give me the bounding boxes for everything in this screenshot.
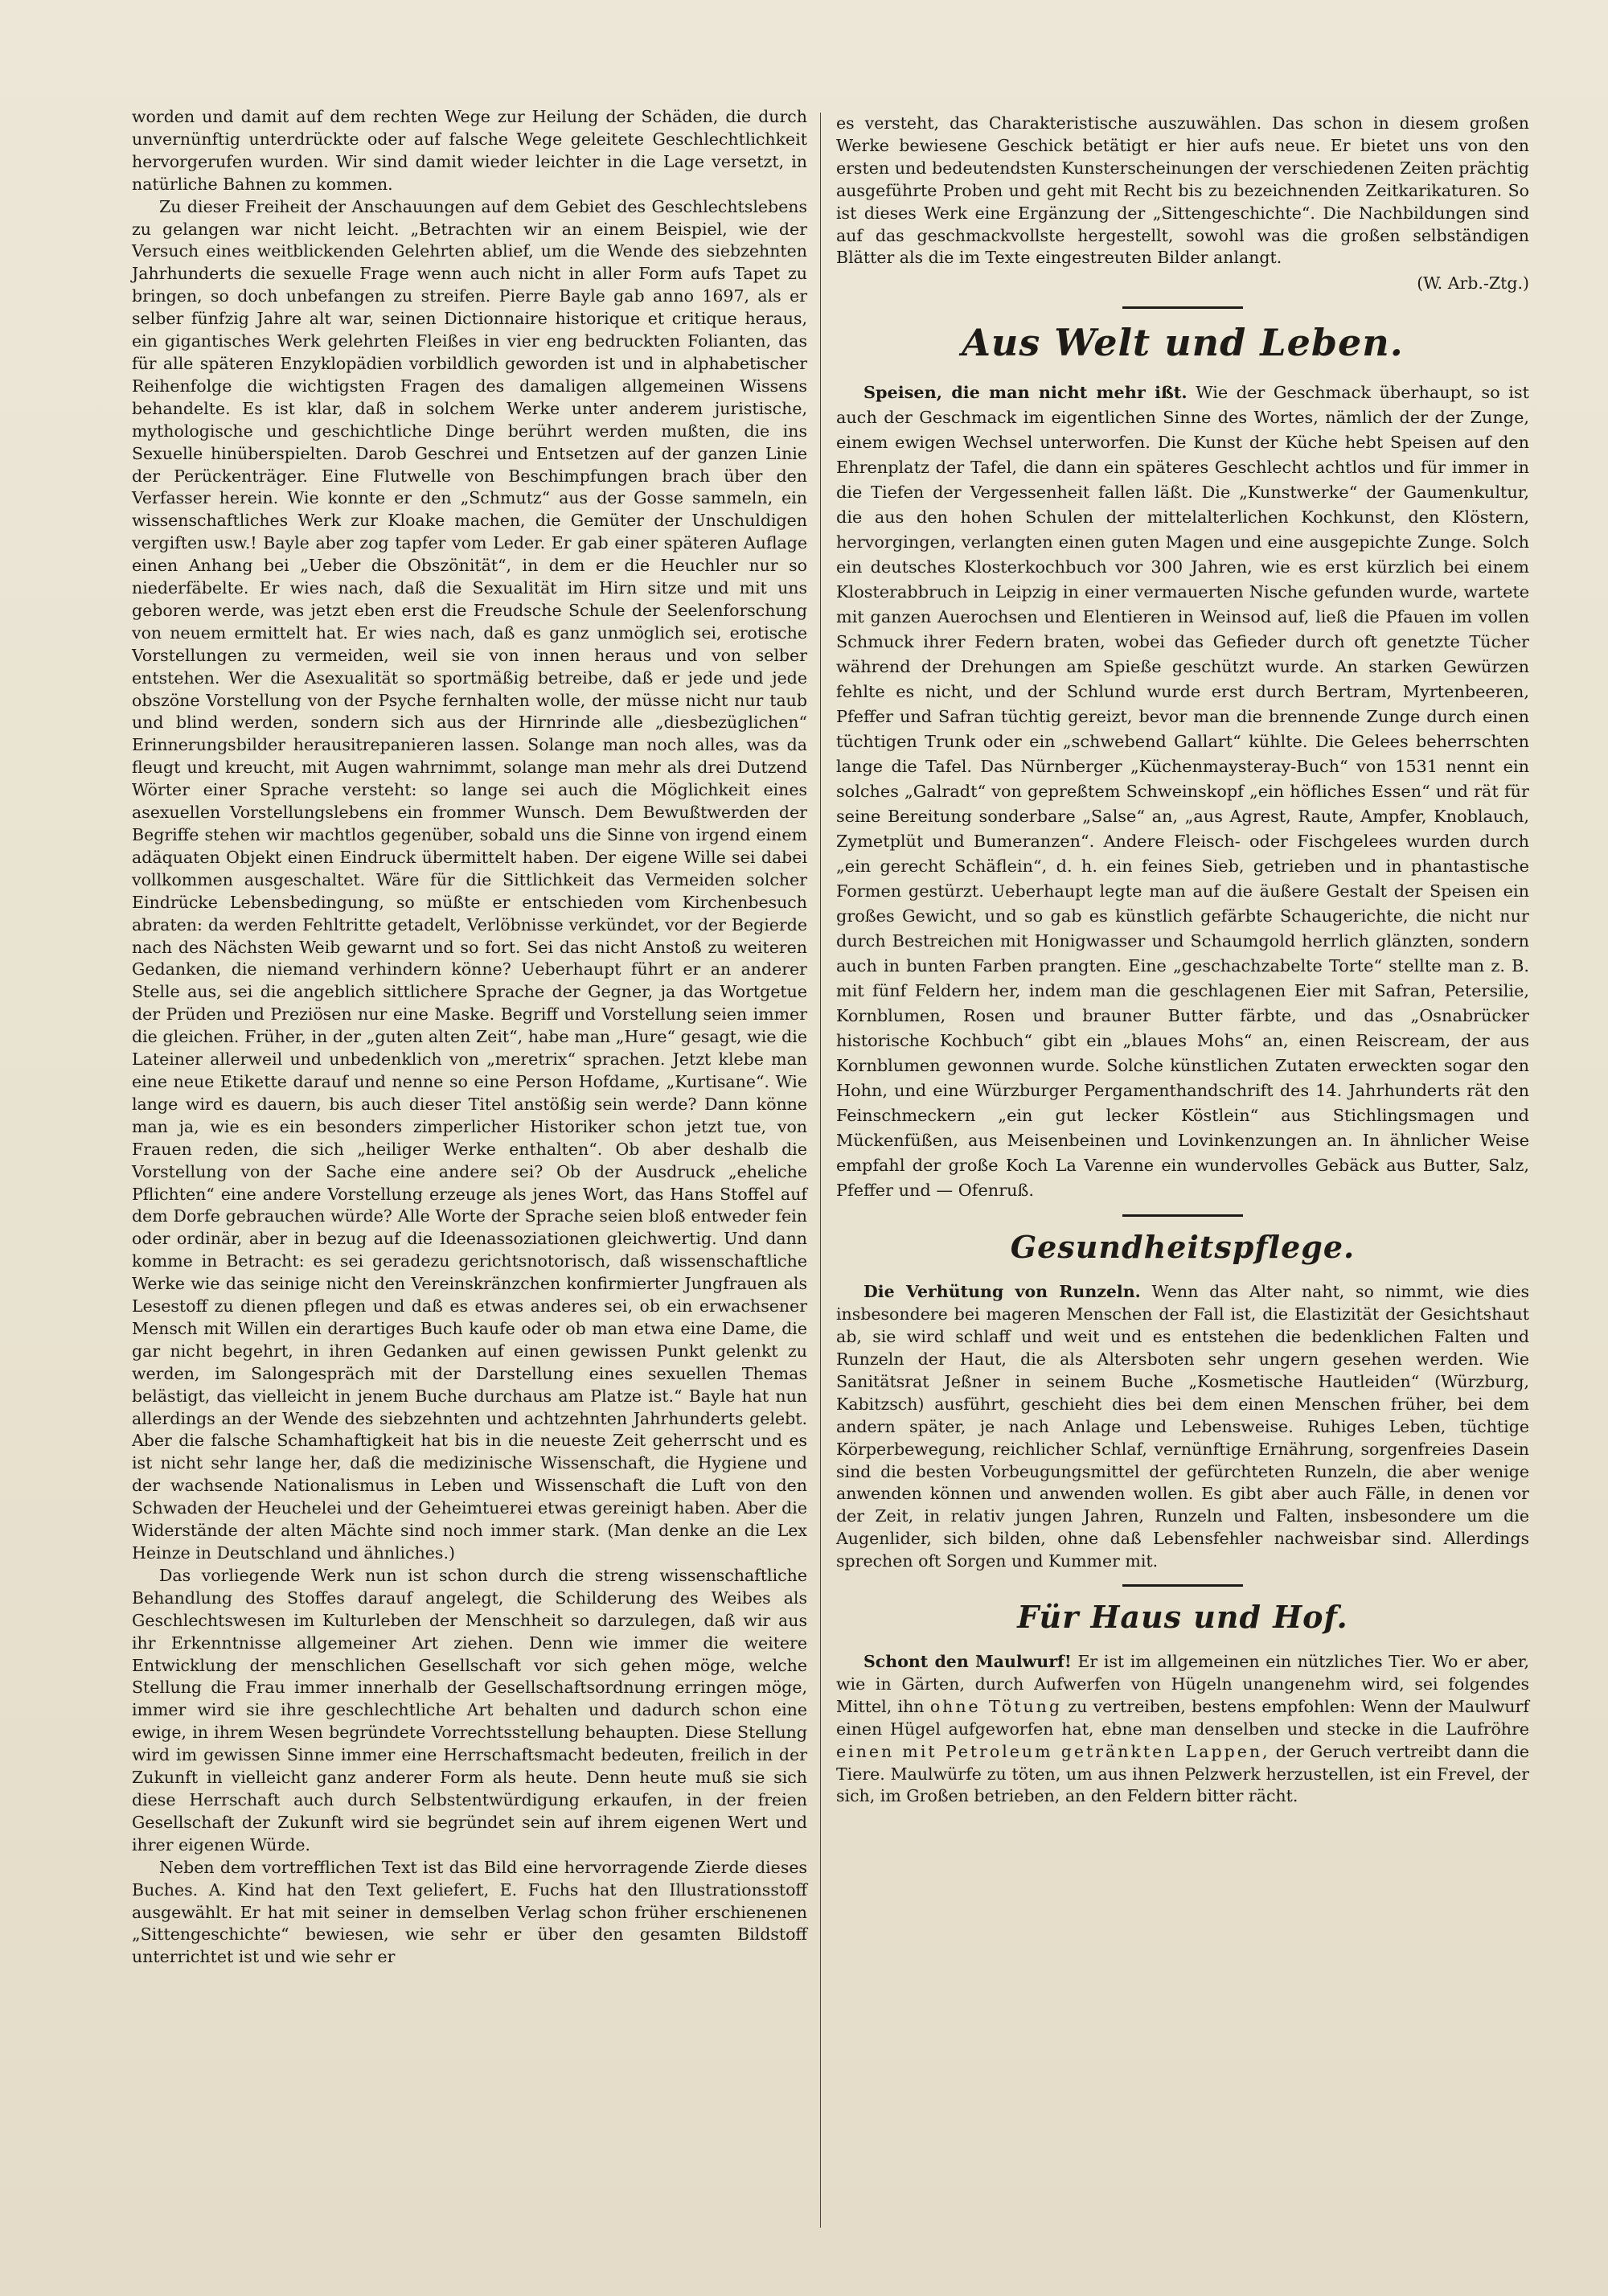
left-column [132,106,807,1969]
article-text: zu vertreiben, bestens empfohlen: Wenn der Maulwurf einen Hügel aufgeworfen hat, ebne man denselben und stecke in die Laufröhre [836,1696,1529,1739]
right-column [836,113,1529,1808]
section-heading-gesundheitspflege: Gesundheitspflege. [1010,1229,1356,1266]
article-text: Er ist im allgemeinen ein nützliches Tier. Wo er aber, wie in Gärten, durch Aufwerfen von Hügeln unangenehm wird, sei folgendes Mittel, ihn [836,1652,1529,1716]
emphasized-text: ohne Tötung [929,1696,1062,1716]
emphasized-text: einen mit Petroleum getränkten Lappen, [836,1741,1270,1761]
article-text: der Geruch vertreibt dann die Tiere. Maulwürfe zu töten, um aus ihnen Pelzwerk herzustellen, ist ein Frevel, der sich, im Großen betrieben, an den Feldern bitter rächt. [836,1741,1529,1806]
source-credit: (W. Arb.-Ztg.) [1417,273,1529,294]
article-text: Wenn das Alter naht, so nimmt, wie dies insbesondere bei mageren Menschen der Fall ist, die Elastizität der Gesichtshaut ab, sie wird schlaff und weit und es entstehen die bedenklichen Falten und Runzeln der Haut, die als Altersboten sehr ungern gesehen werden. Wie Sanitätsrat Jeßner in seinem Buche „Kosmetische Hautleiden“ (Würzburg, Kabitzsch) ausführt, geschieht dies bei dem einen Menschen früher, bei dem andern später, je nach Anlage und Lebensweise. Ruhiges Leben, tüchtige Körperbewegung, reichlicher Schlaf, vernünftige Ernährung, sorgenfreies Dasein sind die besten Vorbeugungsmittel der gefürchteten Runzeln, die aber wenige anwenden können und anwenden wollen. Es gibt aber auch Fälle, in denen vor der Zeit, in relativ jungen Jahren, Runzeln und Falten, insbesondere um die Augenlider, sich bilden, ohne daß Lebensfehler nachweisbar sind. Allerdings sprechen oft Sorgen und Kummer mit. [836,1282,1529,1571]
paragraph: Zu dieser Freiheit der Anschauungen auf dem Gebiet des Geschlechtslebens zu gelangen war nicht leicht. „Betrachten wir an einem Beispiel, wie der Versuch eines weitblickenden Gelehrten ablief, um die Wende des siebzehnten Jahrhunderts die sexuelle Frage wenn auch nicht in aller Form aufs Tapet zu bringen, so doch unbefangen zu streifen. Pierre Bayle gab anno 1697, als er selber fünfzig Jahre alt war, seinen Dictionnaire historique et critique heraus, ein gigantisches Werk gelehrten Fleißes in vier eng bedruckten Folianten, das für alle späteren Enzyklopädien vorbildlich geworden ist und in alphabetischer Reihenfolge die wichtigsten Fragen des damaligen allgemeinen Wissens behandelte. Es ist klar, daß in solchem Werke unter anderem juristische, mythologische und geschichtliche Dinge berührt werden mußten, die ins Sexuelle hinüberspielten. Darob Geschrei und Entsetzen auf der ganzen Linie der Perückenträger. Eine Flutwelle von Beschimpfungen brach über den Verfasser herein. Wie konnte er den „Schmutz“ aus der Gosse sammeln, ein wissenschaftliches Werk zur Kloake machen, die Gemüter der Unschuldigen vergiften usw.! Bayle aber zog tapfer vom Leder. Er gab einer späteren Auflage einen Anhang bei „Ueber die Obszönität“, in dem er die Heuchler nur so niederfäbelte. Er wies nach, daß die Sexualität im Hirn sitze und mit uns geboren werde, was jetzt eben erst die Freudsche Schule der Seelenforschung von neuem ermittelt hat. Er wies nach, daß es ganz unmöglich sei, erotische Vorstellungen zu vermeiden, weil sie von innen heraus und von selber entstehen. Wer die Asexualität so sportmäßig betreibe, daß er jede und jede obszöne Vorstellung von der Psyche fernhalten wolle, der müsse nicht nur taub und blind werden, sondern sich aus der Hirnrinde alle „diesbezüglichen“ Erinnerungsbilder herausitrepanieren lassen. Solange man noch alles, was da fleugt und kreucht, mit Augen wahrnimmt, solange man mehr als drei Dutzend Wörter einer Sprache versteht: so lange sei auch die Möglichkeit eines asexuellen Vorstellungslebens ein frommer Wunsch. Dem Bewußtwerden der Begriffe stehen wir machtlos gegenüber, sobald uns die Sinne von irgend einem adäquaten Objekt einen Eindruck übermittelt haben. Der eigene Wille sei dabei vollkommen ausgeschaltet. Wäre für die Sittlichkeit das Vermeiden solcher Eindrücke Lebensbedingung, so müßte er entschieden vom Kirchenbesuch abraten: da werden Fehltritte getadelt, Verlöbnisse verkündet, vor der Begierde nach des Nächsten Weib gewarnt und so fort. Sei das nicht Anstoß zu weiteren Gedanken, die niemand verhindern könne? Ueberhaupt führt er an anderer Stelle aus, sei die angeblich sittlichere Sprache der Gegner, ja das Wortgetue der Prüden und Preziösen nur eine Maske. Begriff und Vorstellung seien immer die gleichen. Früher, in der „guten alten Zeit“, habe man „Hure“ gesagt, wie die Lateiner allerweil und unbedenklich von „meretrix“ sprachen. Jetzt klebe man eine neue Etikette darauf und nenne so eine Person Hofdame, „Kurtisane“. Wie lange wird es dauern, bis auch dieser Titel anstößig sein werde? Dann könne man ja, wie es ein besonders zimperlicher Historiker schon jetzt tue, von Frauen reden, die sich „heiliger Werke enthalten“. Ob aber deshalb die Vorstellung von der Sache eine andere sei? Ob der Ausdruck „eheliche Pflichten“ eine andere Vorstellung erzeuge als jenes Wort, das Hans Stoffel auf dem Dorfe gebrauchen würde? Alle Worte der Sprache seien bloß entweder fein oder ordinär, aber in bezug auf die Ideenassoziationen gleichwertig. Und dann komme in Betracht: es sei geradezu gerichtsnotorisch, daß wissenschaftliche Werke wie das seinige nicht den Vereinskränzchen konfirmierter Jungfrauen als Lesestoff zu dienen pflegen und daß es etwas anderes sei, ob ein erwachsener Mensch mit Willen ein derartiges Buch kaufe oder ob man etwa eine Dame, die gar nicht begehrt, in ihren Gedanken auf einen gewissen Punkt gelenkt zu werden, im Salongespräch mit der Darstellung eines sexuellen Themas belästigt, das vielleicht in jenem Buche durchaus am Platze ist.“ Bayle hat nun allerdings an der Wende des siebzehnten und achtzehnten Jahrhunderts gelebt. Aber die falsche Schamhaftigkeit hat bis in die neueste Zeit geherrscht und es ist nicht sehr lange her, daß die medizinische Wissenschaft, die Hygiene und der wachsende Nationalismus in Leben und Wissenschaft die Luft von den Schwaden der Heuchelei und der Geheimtuerei etwas gereinigt haben. Aber die Widerstände der alten Mächte sind noch immer stark. (Man denke an die Lex Heinze in Deutschland und ähnliches.) [132,196,807,1563]
section-separator [1122,1214,1243,1217]
section-heading-welt-und-leben: Aus Welt und Leben. [962,321,1404,365]
article-text: Wie der Geschmack überhaupt, so ist auch der Geschmack im eigentlichen Sinne des Wortes, nämlich der der Zunge, einem ewigen Wechsel unterworfen. Die Kunst der Küche hebt Speisen auf den Ehrenplatz der Tafel, die dann ein späteres Geschlecht achtlos und für immer in die Tiefen der Vergessenheit fallen läßt. Die „Kunstwerke“ der Gaumenkultur, die aus den hohen Schulen der mittelalterlichen Kochkunst, den Klöstern, hervorgingen, verlangten einen guten Magen und eine ausgepichte Zunge. Solch ein deutsches Klosterkochbuch vor 300 Jahren, wie es erst kürzlich bei einem Klosterabbruch in Leipzig in einer vermauerten Nische gefunden wurde, wartete mit ganzen Auerochsen und Elentieren in Weinsod auf, ließ die Pfauen im vollen Schmuck ihrer Federn braten, wobei das Gefieder durch oft genetzte Tücher während der Drehungen am Spieße geschützt wurde. An starken Gewürzen fehlte es nicht, und der Schlund wurde erst durch Bertram, Myrtenbeeren, Pfeffer und Safran tüchtig gereizt, bevor man die brennende Zunge durch einen tüchtigen Trunk oder ein „schwebend Gallart“ kühlte. Die Gelees beherrschten lange die Tafel. Das Nürnberger „Küchenmaysteray-Buch“ von 1531 nennt ein solches „Galradt“ von gepreßtem Schweinskopf „ein höfliches Essen“ und rät für seine Bereitung sonderbare „Salse“ an, „aus Agrest, Raute, Ampfer, Knoblauch, Zymetplüt und Bumeranzen“. Andere Fleisch- oder Fischgelees wurden durch „ein gerecht Schäflein“, d. h. ein feines Sieb, getrieben und in phantastische Formen gestürzt. Ueberhaupt legte man auf die äußere Gestalt der Speisen ein großes Gewicht, und so gab es künstlich gefärbte Schaugerichte, die nicht nur durch Bestreichen mit Honigwasser und Schaumgold herrlich glänzten, sondern auch in bunten Farben prangten. Eine „geschachzabelte Torte“ stellte man z. B. mit fünf Feldern her, indem man die geschlagenen Eier mit Safran, Petersilie, Kornblumen, Rosen und brauner Butter färbte, und das „Osnabrücker historische Kochbuch“ gibt ein „blaues Mohs“ an, einen Reiscream, der aus Kornblumen gewonnen wurde. Solche künstlichen Zutaten erweckten sogar den Hohn, und eine Würzburger Pergamenthandschrift des 14. Jahrhunderts rät den Feinschmeckern „ein gut lecker Köstlein“ aus Stichlingsmagen und Mückenfüßen, aus Meisenbeinen und Lovinkenzungen an. In ähnlicher Weise empfahl der große Koch La Varenne ein wundervolles Gebäck aus Butter, Salz, Pfeffer und — Ofenruß. [836,383,1529,1201]
section-separator [1122,306,1243,309]
paragraph: worden und damit auf dem rechten Wege zur Heilung der Schäden, die durch unvernünftig unterdrückte oder auf falsche Wege geleitete Geschlechtlichkeit hervorgerufen wurden. Wir sind damit wieder leichter in die Lage versetzt, in natürliche Bahnen zu kommen. [132,107,807,194]
article-lead: Die Verhütung von Runzeln. [863,1282,1141,1302]
column-divider [820,113,821,2228]
article-maulwurf [836,1651,1529,1808]
paragraph: Das vorliegende Werk nun ist schon durch die streng wissenschaftliche Behandlung des Stoffes darauf angelegt, die Schilderung des Weibes als Geschlechtswesen im Kulturleben der Menschheit so darzulegen, daß wir aus ihr Erkenntnisse allgemeiner Art ziehen. Denn wie immer die weitere Entwicklung der menschlichen Gesellschaft vor sich gehen möge, welche Stellung die Frau immer innerhalb der Gesellschaftsordnung erringen möge, immer wird sie ihre geschlechtliche Art behalten und dadurch schon eine ewige, in ihrem Wesen begründete Vorrechtsstellung behaupten. Diese Stellung wird im gewissen Sinne immer eine Herrschaftsmacht bedeuten, freilich in der Zukunft in vielleicht ganz anderer Form als heute. Denn heute muß sie sich diese Herrschaft auch durch Selbstentwürdigung erkaufen, in der freien Gesellschaft der Zukunft wird sie begründet sein auf ihrem eigenen Wert und ihrer eigenen Würde. [132,1565,807,1854]
paragraph: es versteht, das Charakteristische auszuwählen. Das schon in diesem großen Werke bewiesene Geschick betätigt er hier aufs neue. Er bietet uns von den ersten und bedeutendsten Kunsterscheinungen der verschiedenen Zeiten prächtig ausgeführte Proben und geht mit Recht bis zu bezeichnenden Zeitkarikaturen. So ist dieses Werk eine Ergänzung der „Sittengeschichte“. Die Nachbildungen sind auf das geschmackvollste hergestellt, sowohl was die großen selbständigen Blätter als die im Texte eingestreuten Bilder anlangt. [836,113,1529,268]
article-speisen [836,380,1529,1203]
section-heading-haus-und-hof: Für Haus und Hof. [1017,1599,1348,1636]
article-runzeln [836,1281,1529,1573]
article-lead: Schont den Maulwurf! [863,1652,1072,1672]
paragraph: Neben dem vortrefflichen Text ist das Bild eine hervorragende Zierde dieses Buches. A. Kind hat den Text geliefert, E. Fuchs hat den Illustrationsstoff ausgewählt. Er hat mit seiner in demselben Verlag schon früher erschienenen „Sittengeschichte“ bewiesen, wie sehr er über den gesamten Bildstoff unterrichtet ist und wie sehr er [132,1857,807,1967]
section-separator [1122,1584,1243,1587]
article-lead: Speisen, die man nicht mehr ißt. [863,382,1188,403]
